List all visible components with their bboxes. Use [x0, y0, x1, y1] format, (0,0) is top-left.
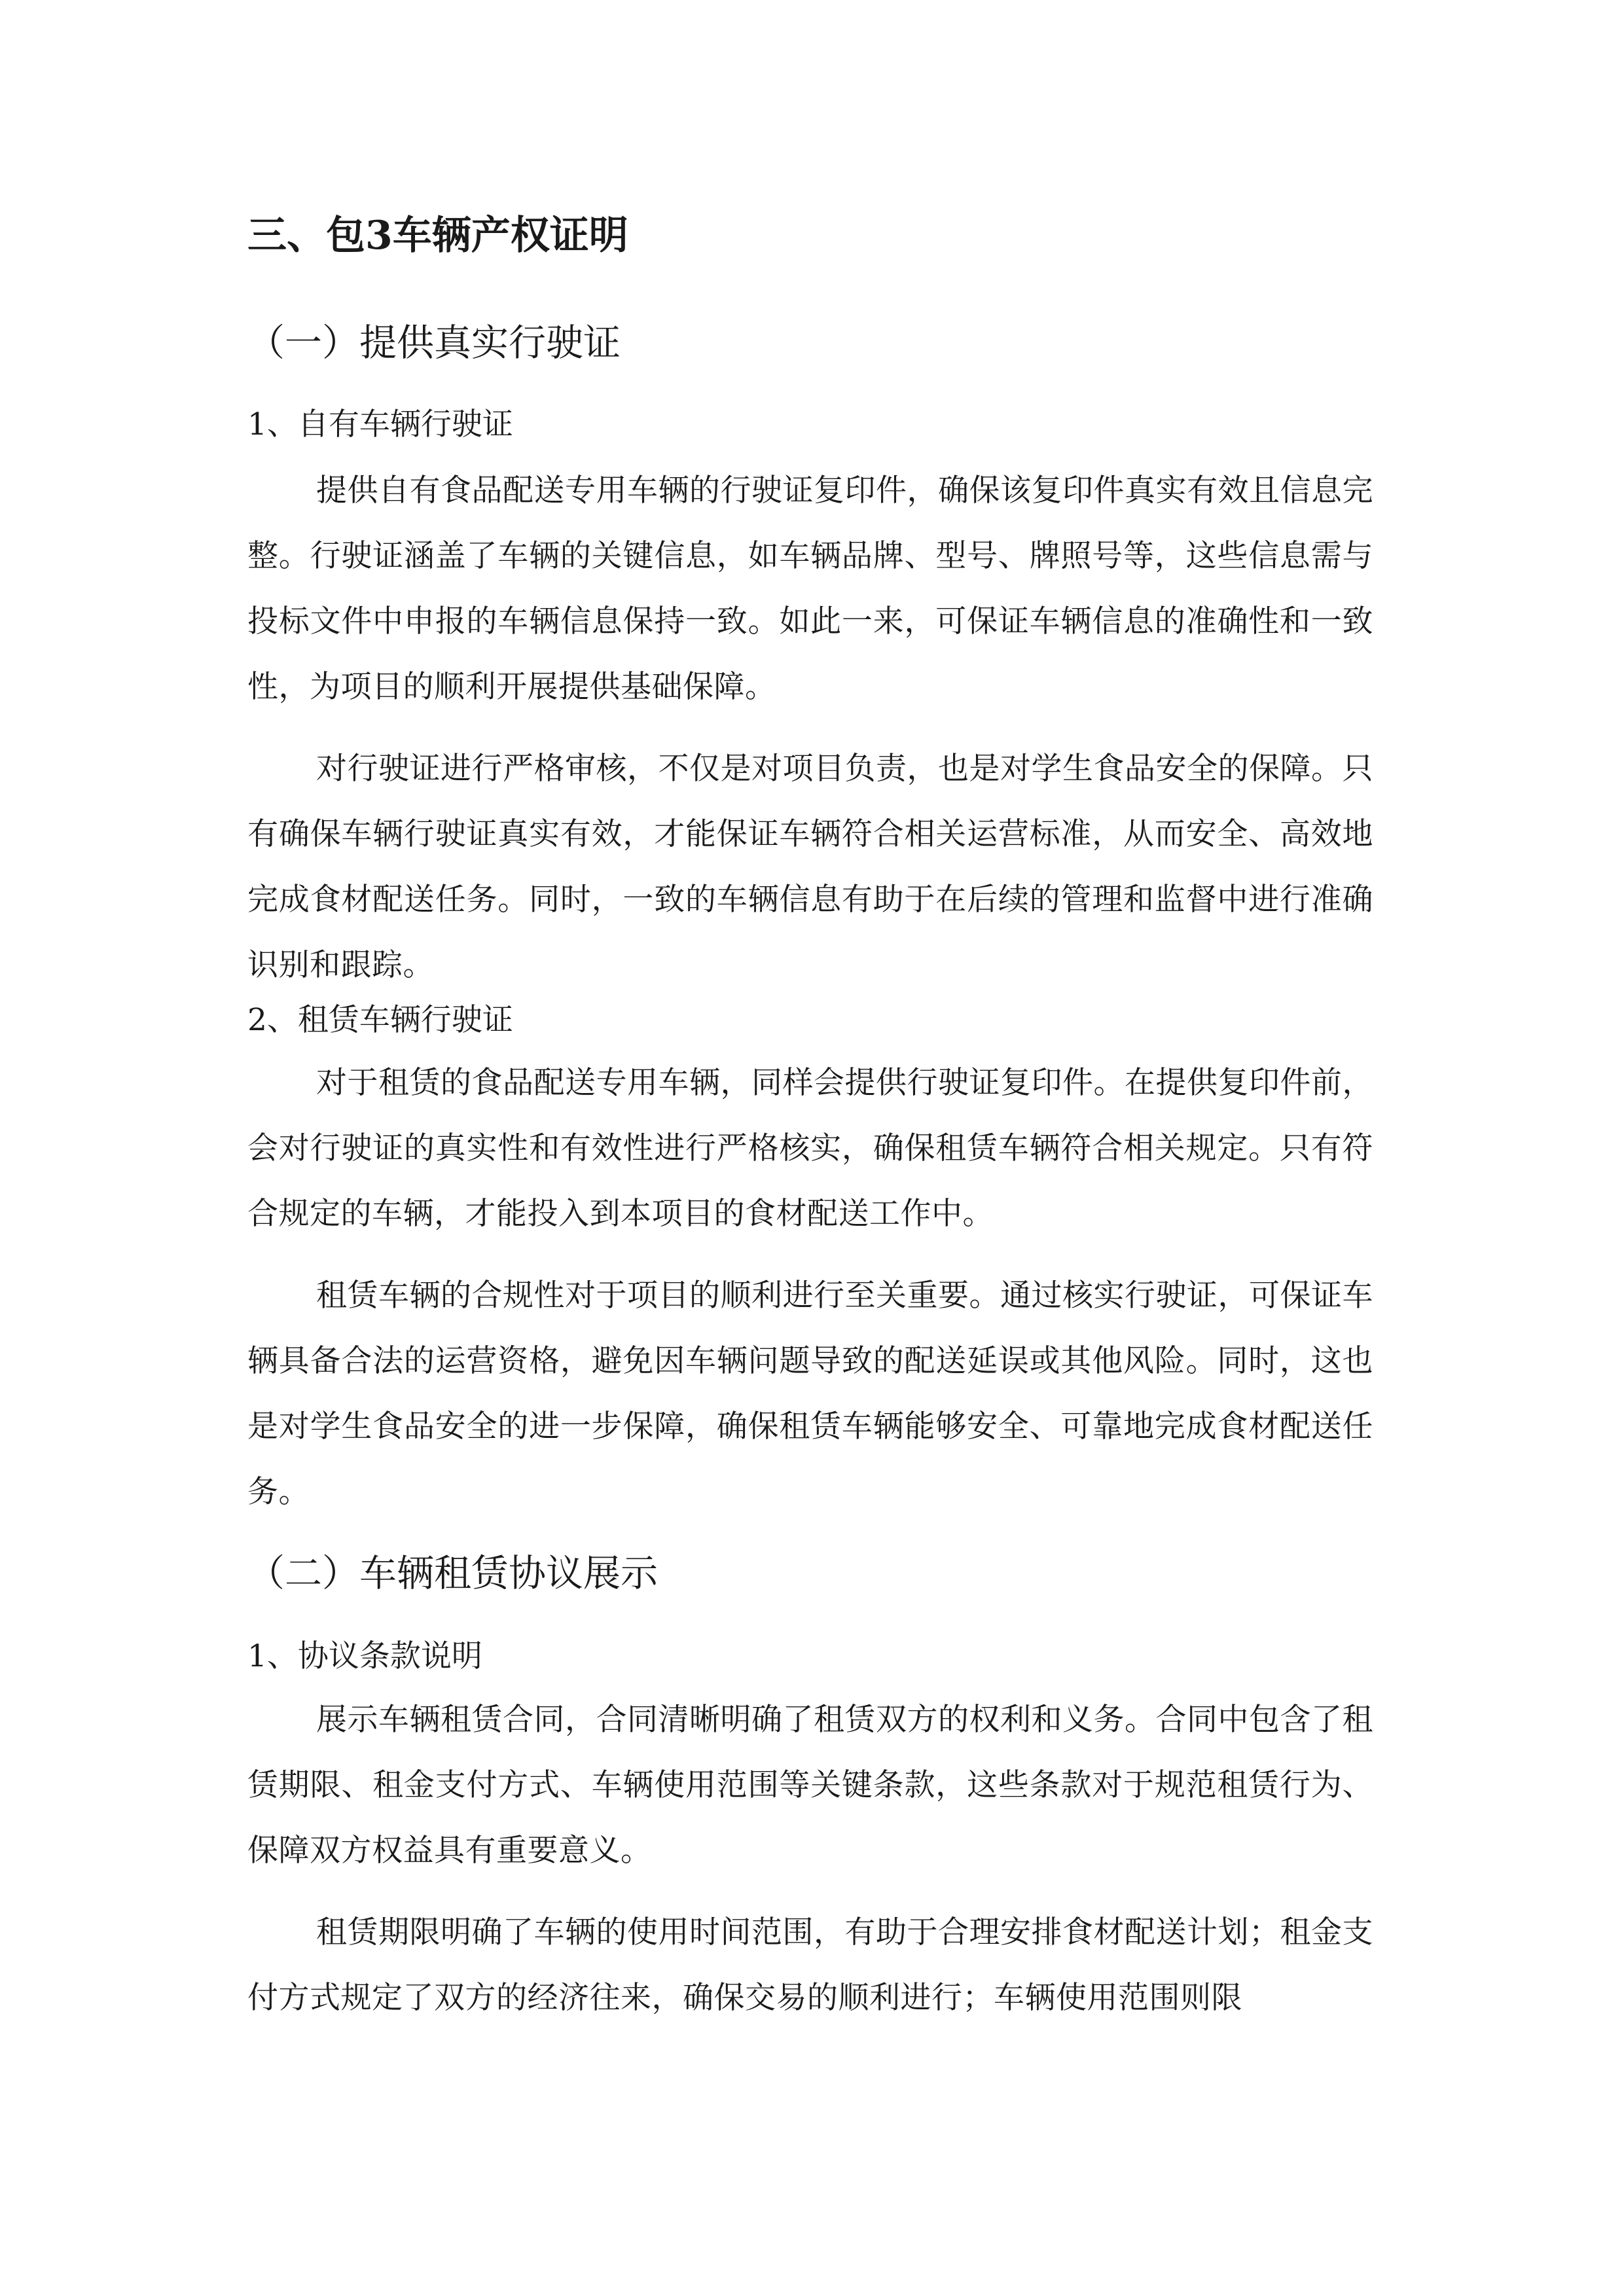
section-heading-2: （二）车辆租赁协议展示 [247, 1552, 658, 1595]
subsection-heading-2-1: 1、协议条款说明 [247, 1638, 482, 1674]
subsection-heading-1-2: 2、租赁车辆行驶证 [247, 1002, 513, 1038]
paragraph: 租赁车辆的合规性对于项目的顺利进行至关重要。通过核实行驶证，可保证车辆具备合法的运营资格，避免因车辆问题导致的配送延误或其他风险。同时，这也是对学生食品安全的进一步保障，确保租赁车辆能够安全、可靠地完成食材配送任务。 [247, 1278, 1373, 1510]
paragraph: 租赁期限明确了车辆的使用时间范围，有助于合理安排食材配送计划；租金支付方式规定了双方的经济往来，确保交易的顺利进行；车辆使用范围则限 [247, 1914, 1373, 2016]
paragraph: 提供自有食品配送专用车辆的行驶证复印件，确保该复印件真实有效且信息完整。行驶证涵盖了车辆的关键信息，如车辆品牌、型号、牌照号等，这些信息需与投标文件中申报的车辆信息保持一致。如此一来，可保证车辆信息的准确性和一致性，为项目的顺利开展提供基础保障。 [247, 473, 1373, 705]
subsection-heading-1-1: 1、自有车辆行驶证 [247, 406, 513, 442]
paragraph: 对于租赁的食品配送专用车辆，同样会提供行驶证复印件。在提供复印件前，会对行驶证的真实性和有效性进行严格核实，确保租赁车辆符合相关规定。只有符合规定的车辆，才能投入到本项目的食材配送工作中。 [247, 1065, 1373, 1232]
section-heading-1: （一）提供真实行驶证 [247, 321, 621, 365]
paragraph: 展示车辆租赁合同，合同清晰明确了租赁双方的权利和义务。合同中包含了租赁期限、租金支付方式、车辆使用范围等关键条款，这些条款对于规范租赁行为、保障双方权益具有重要意义。 [247, 1702, 1373, 1869]
paragraph: 对行驶证进行严格审核，不仅是对项目负责，也是对学生食品安全的保障。只有确保车辆行驶证真实有效，才能保证车辆符合相关运营标准，从而安全、高效地完成食材配送任务。同时，一致的车辆信息有助于在后续的管理和监督中进行准确识别和跟踪。 [247, 751, 1373, 983]
page-title: 三、包3车辆产权证明 [247, 213, 628, 259]
